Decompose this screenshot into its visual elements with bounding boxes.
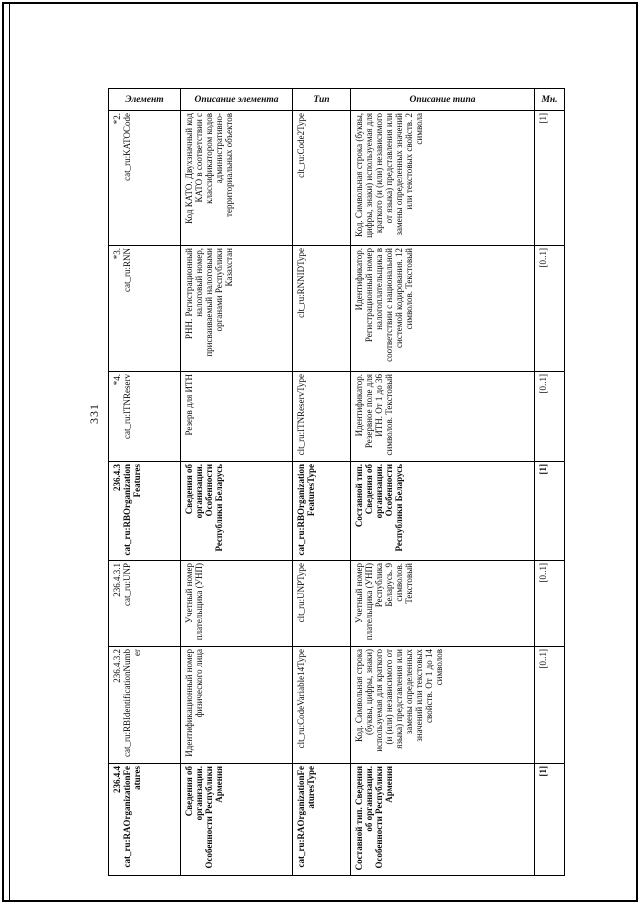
header-multiplicity: Мн.: [535, 89, 565, 111]
table-row: [109, 111, 565, 246]
table-row: [109, 246, 565, 372]
element-description: Учетный номер плательщика (УНП): [184, 563, 204, 641]
page-border-inner-line: [9, 2, 10, 902]
header-type: Тип: [293, 89, 351, 111]
type-description: Составной тип. Сведения об организации. Особенности Республики Армения: [354, 766, 394, 871]
table-header-row: [109, 89, 565, 111]
element-number: 236.4.3: [112, 464, 122, 491]
element-cell: [109, 111, 181, 246]
type-desc-cell: [351, 111, 535, 246]
multiplicity-cell: [535, 246, 565, 372]
type-desc-cell: [351, 561, 535, 647]
type-desc-cell: [351, 246, 535, 372]
table-row: [109, 561, 565, 647]
type-name: clt_ru:UNPType: [296, 563, 306, 623]
element-name: cat_ru:UNP: [122, 563, 132, 606]
type-description: Идентификатор. Регистрационный номер налогоплательщика в соответствии с национальной системой кодирования. 12 символов. Текстовый: [354, 248, 414, 362]
type-desc-cell: [351, 647, 535, 764]
type-description: Идентификатор. Резервное поле для ИТН. От 1 до 36 символов. Текстовый: [354, 374, 394, 456]
multiplicity-cell: [535, 764, 565, 876]
table-row-composite: [109, 764, 565, 876]
element-desc-cell: [181, 462, 293, 561]
element-number: *2.: [112, 113, 122, 125]
multiplicity-value: [0..1]: [538, 563, 548, 583]
element-cell: [109, 764, 181, 876]
element-number: *3.: [112, 248, 122, 260]
multiplicity-value: [1]: [538, 766, 548, 777]
multiplicity-value: [0..1]: [538, 374, 548, 394]
element-description: Резерв для ИТН: [184, 374, 194, 436]
multiplicity-cell: [535, 561, 565, 647]
element-desc-cell: [181, 764, 293, 876]
schema-elements-table: [108, 88, 565, 876]
table-row: [109, 647, 565, 764]
type-desc-cell: [351, 764, 535, 876]
multiplicity-cell: [535, 372, 565, 462]
type-cell: [293, 764, 351, 876]
element-name: cat_ru:RNN: [122, 248, 132, 292]
multiplicity-value: [1]: [538, 113, 548, 124]
element-cell: [109, 372, 181, 462]
type-name: cat_ru:RBOrganizationFeaturesType: [296, 464, 316, 556]
element-description: Идентификационный номер физического лица: [184, 649, 204, 757]
element-name: cat_ru:KATOCode: [122, 113, 132, 181]
element-description: Сведения об организации. Особенности Республики Армения: [184, 766, 224, 869]
header-element-description: Описание элемента: [181, 89, 293, 111]
element-description: Сведения об организации. Особенности Республики Беларусь: [184, 464, 224, 552]
element-name: cat_ru:RAOrganizationFeatures: [122, 766, 142, 868]
element-desc-cell: [181, 111, 293, 246]
type-cell: [293, 462, 351, 561]
type-cell: [293, 246, 351, 372]
element-desc-cell: [181, 246, 293, 372]
element-description: РНН. Регистрационный налоговый номер, присваиваемый налоговыми органами Республики Казахстан: [184, 248, 234, 357]
type-name: clt_ru:Code2Type: [296, 113, 306, 178]
type-description: Учетный номер плательщика (УНП) Республика Беларусь. 9 символов. Текстовый: [354, 563, 414, 641]
element-number: 236.4.4: [112, 766, 122, 793]
type-name: clt_ru:ITNReservType: [296, 374, 306, 456]
table-row-composite: [109, 462, 565, 561]
page-number: 331: [87, 403, 101, 424]
type-desc-cell: [351, 462, 535, 561]
element-description: Код КАТО. Двухзначный код КАТО в соответствии с классификатором кодов административно-территориальных объектов: [184, 113, 234, 224]
element-desc-cell: [181, 561, 293, 647]
table-row: [109, 372, 565, 462]
multiplicity-cell: [535, 462, 565, 561]
type-name: clt_ru:RNNIDType: [296, 248, 306, 318]
element-name: cat_ru:RBIdentificationNumber: [122, 649, 142, 757]
multiplicity-cell: [535, 647, 565, 764]
type-name: clt_ru:CodeVariable14Type: [296, 649, 306, 749]
element-name: cat_ru:RBOrganizationFeatures: [122, 464, 142, 556]
multiplicity-value: [0..1]: [538, 248, 548, 268]
element-cell: [109, 462, 181, 561]
type-description: Код. Символьная строка (буквы, цифры, знаки) используемая для краткого (и (или) независимого от языка) представления или замены определенных значений или текстовых свойств. 2 символа: [354, 113, 424, 238]
multiplicity-value: [1]: [538, 464, 548, 475]
element-cell: [109, 647, 181, 764]
multiplicity-cell: [535, 111, 565, 246]
header-type-description: Описание типа: [351, 89, 535, 111]
multiplicity-value: [0..1]: [538, 649, 548, 669]
element-number: *4.: [112, 374, 122, 386]
header-element: Элемент: [109, 89, 181, 111]
element-number: 236.4.3.1: [112, 563, 122, 597]
type-description: Код. Символьная строка (буквы, цифры, знаки) используемая для краткого (и (или) независимого от языка) представления или замены определенных значений или текстовых свойств. От 1 до 14 символов: [354, 649, 444, 752]
type-name: cat_ru:RAOrganizationFeaturesType: [296, 766, 316, 868]
element-cell: [109, 246, 181, 372]
element-desc-cell: [181, 647, 293, 764]
type-cell: [293, 561, 351, 647]
element-name: cat_ru:ITNReserv: [122, 374, 132, 439]
type-desc-cell: [351, 372, 535, 462]
type-description: Составной тип. Сведения об организации. Особенности Республики Беларусь: [354, 464, 404, 552]
element-number: 236.4.3.2: [112, 649, 122, 683]
element-desc-cell: [181, 372, 293, 462]
type-cell: [293, 372, 351, 462]
type-cell: [293, 111, 351, 246]
type-cell: [293, 647, 351, 764]
element-cell: [109, 561, 181, 647]
